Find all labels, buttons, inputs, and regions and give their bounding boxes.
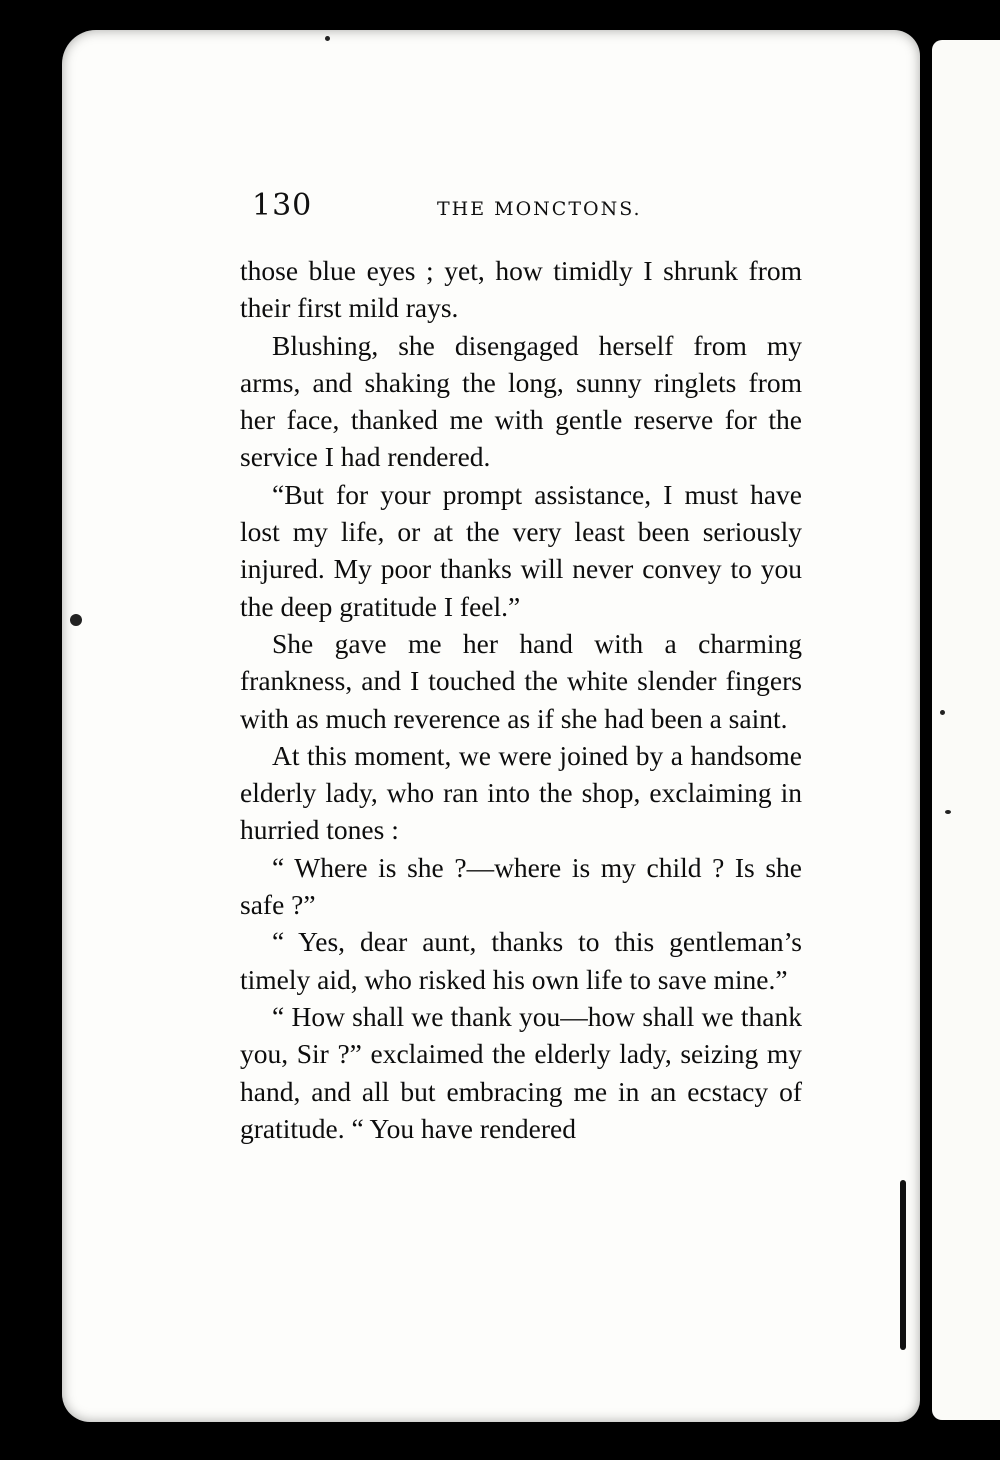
binding-shadow (900, 1180, 906, 1350)
paragraph: “ Yes, dear aunt, thanks to this gentleman’s timely aid, who risked his own life to save mine.” (240, 926, 802, 995)
body-text (240, 252, 802, 1147)
paragraph: those blue eyes ; yet, how timidly I shrunk from their first mild rays. (240, 255, 802, 324)
scan-speck (945, 810, 951, 814)
paragraph: Blushing, she disengaged herself from my arms, and shaking the long, sunny ringlets from her face, thanked me with gentle reserve for the service I had rendered. (240, 329, 802, 473)
next-page-edge (932, 40, 1000, 1420)
page-header (252, 188, 812, 232)
scan-speck (325, 36, 330, 41)
paragraph: She gave me her hand with a charming frankness, and I touched the white slender fingers with as much reverence as if she had been a saint. (240, 627, 802, 734)
scan-speck (940, 710, 945, 715)
paragraph: “But for your prompt assistance, I must have lost my life, or at the very least been seriously injured. My poor thanks will never convey to you the deep gratitude I feel.” (240, 478, 802, 622)
page-number: 130 (252, 188, 313, 223)
paragraph: At this moment, we were joined by a handsome elderly lady, who ran into the shop, exclaiming in hurried tones : (240, 739, 802, 846)
scan-speck (70, 614, 82, 626)
running-title: THE MONCTONS. (437, 198, 642, 220)
paragraph: “ How shall we thank you—how shall we thank you, Sir ?” exclaimed the elderly lady, seizing my hand, and all but embracing me in an ecstacy of gratitude. “ You have rendered (240, 1000, 802, 1144)
paragraph: “ Where is she ?—where is my child ? Is she safe ?” (240, 851, 802, 921)
